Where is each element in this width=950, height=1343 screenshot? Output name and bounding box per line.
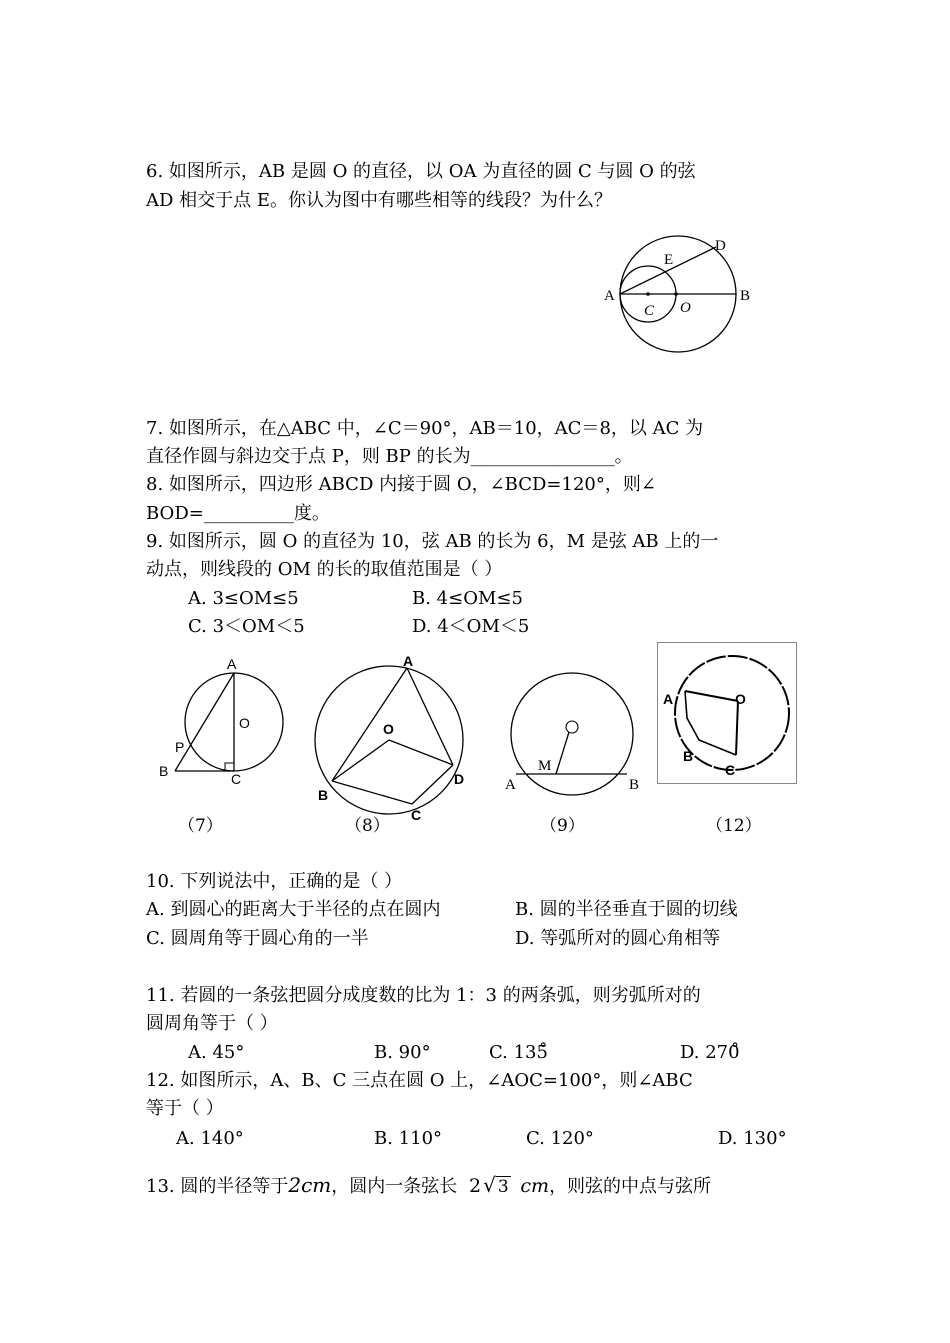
fig9-caption: （9）: [540, 816, 585, 836]
q7-line1: 7. 如图所示，在△ABC 中，∠C＝90°，AB＝10，AC＝8，以 AC 为: [146, 418, 704, 439]
q13-chord-rad: 3: [497, 1177, 509, 1197]
figure-12: [657, 642, 798, 785]
q6-label-b: B: [740, 288, 751, 304]
figure-7: [155, 652, 285, 792]
fig7-label-c: C: [231, 771, 242, 787]
q13-sqrt: √ 3: [483, 1173, 509, 1197]
q13-part2: ，圆内一条弦长: [331, 1176, 458, 1197]
q10-option-c: C. 圆周角等于圆心角的一半: [146, 928, 369, 949]
q9-option-b: B. 4≤OM≤5: [412, 588, 523, 609]
q11-line1: 11. 若圆的一条弦把圆分成度数的比为 1：3 的两条弧，则劣弧所对的: [146, 985, 701, 1006]
q13-chord-coef: 2: [468, 1175, 482, 1197]
q9-line1: 9. 如图所示，圆 O 的直径为 10，弦 AB 的长为 6，M 是弦 AB 上的一: [146, 531, 719, 552]
q11-option-c: C. 135̊: [489, 1042, 548, 1063]
q6-label-o: O: [680, 300, 691, 316]
q6-label-a: A: [604, 288, 615, 304]
fig7-ab: [175, 673, 234, 771]
fig9-label-a: A: [505, 777, 516, 793]
fig7-label-a: A: [227, 656, 237, 672]
fig9-center: [566, 721, 578, 733]
fig8-label-o: O: [383, 721, 394, 737]
q11-line2: 圆周角等于（ ）: [146, 1013, 278, 1034]
q13-part1: 13. 圆的半径等于: [146, 1176, 289, 1197]
q7-line2: 直径作圆与斜边交于点 P，则 BP 的长为________________。: [146, 446, 633, 467]
q6-line1: 6. 如图所示，AB 是圆 O 的直径，以 OA 为直径的圆 C 与圆 O 的弦: [146, 161, 696, 182]
q6-line2: AD 相交于点 E。你认为图中有哪些相等的线段？为什么？: [146, 190, 613, 211]
q6-label-d: D: [715, 238, 726, 254]
fig12-label-a: A: [663, 691, 674, 707]
fig8-label-a: A: [403, 653, 414, 669]
q10-stem: 10. 下列说法中，正确的是（ ）: [146, 871, 403, 892]
q12-line2: 等于（ ）: [146, 1098, 224, 1119]
q9-line2: 动点，则线段的 OM 的长的取值范围是（ ）: [146, 559, 503, 580]
fig12-label-o: O: [735, 691, 746, 707]
figure-9: [503, 670, 648, 800]
fig8-label-c: C: [411, 807, 422, 823]
fig9-label-b: B: [629, 777, 640, 793]
q12-line1: 12. 如图所示，A、B、C 三点在圆 O 上，∠AOC=100°，则∠ABC: [146, 1070, 693, 1091]
fig7-label-p: P: [175, 739, 185, 755]
q8-line2: BOD=__________度。: [146, 503, 330, 524]
q13-chord-unit: cm: [520, 1175, 550, 1197]
q12-option-c: C. 120°: [526, 1128, 594, 1149]
fig9-om: [556, 732, 569, 774]
q9-option-d: D. 4＜OM＜5: [412, 616, 530, 637]
q10-option-a: A. 到圆心的距离大于半径的点在圆内: [146, 899, 441, 920]
fig12-label-c: C: [725, 762, 736, 778]
q8-line1: 8. 如图所示，四边形 ABCD 内接于圆 O，∠BCD=120°，则∠: [146, 474, 656, 495]
fig9-label-m: M: [538, 758, 552, 774]
q10-option-d: D. 等弧所对的圆心角相等: [515, 928, 721, 949]
fig8-label-d: D: [454, 771, 465, 787]
q11-option-b: B. 90°: [374, 1042, 431, 1063]
q9-option-c: C. 3＜OM＜5: [188, 616, 305, 637]
q13-radius: 2cm: [288, 1173, 332, 1197]
fig12-caption: （12）: [706, 816, 762, 836]
q12-option-b: B. 110°: [374, 1128, 443, 1149]
fig9-circle: [511, 673, 633, 795]
fig7-caption: （7）: [178, 816, 223, 836]
q6-label-c: C: [644, 303, 655, 319]
q6-label-e: E: [664, 252, 674, 268]
q13-part3: ，则弦的中点与弦所: [549, 1176, 712, 1197]
q11-option-d: D. 270̊: [680, 1042, 740, 1063]
fig7-label-o: O: [239, 715, 250, 731]
figure-8: [308, 652, 473, 827]
q12-option-a: A. 140°: [176, 1128, 244, 1149]
q11-option-a: A. 45°: [188, 1042, 245, 1063]
q10-option-b: B. 圆的半径垂直于圆的切线: [515, 899, 738, 920]
q9-option-a: A. 3≤OM≤5: [188, 588, 299, 609]
q12-option-d: D. 130°: [718, 1128, 787, 1149]
fig7-label-b: B: [159, 763, 169, 779]
fig8-caption: （8）: [345, 816, 390, 836]
q6-figure: [600, 232, 760, 362]
q13-line: [146, 1172, 711, 1200]
fig8-label-b: B: [318, 787, 329, 803]
fig12-label-b: B: [683, 748, 694, 764]
